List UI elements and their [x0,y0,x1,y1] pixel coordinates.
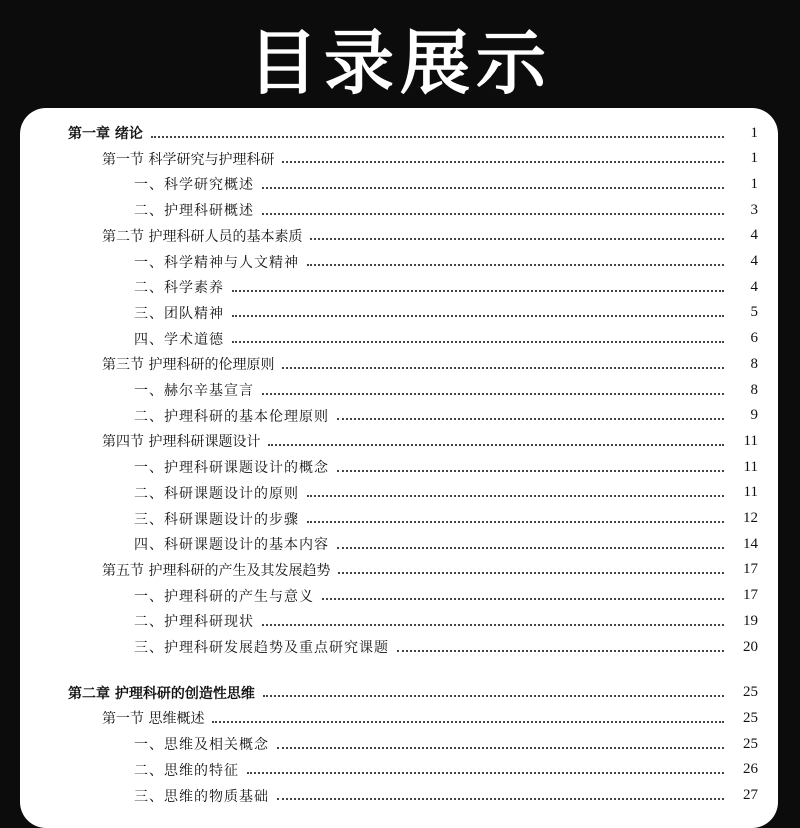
dot-leader [337,417,724,420]
toc-entry-label: 二、护理科研现状 [134,614,254,631]
dot-leader [268,443,724,446]
dot-leader [232,289,724,292]
toc-entry[interactable] [20,706,778,730]
toc-entry-label: 一、护理科研的产生与意义 [134,588,314,605]
dot-leader [247,771,724,774]
toc-entry-page-number: 26 [743,761,758,778]
toc-entry-label: 第二章 护理科研的创造性思维 [68,685,255,702]
toc-entry-page-number: 9 [750,407,758,424]
toc-entry[interactable] [20,147,778,171]
toc-entry-page-number: 4 [750,278,758,295]
toc-entry-page-number: 19 [743,612,758,629]
toc-entry[interactable] [20,681,778,705]
toc-entry-page-number: 25 [743,709,758,726]
toc-entry-page-number: 1 [750,150,758,167]
toc-entry[interactable] [20,378,778,402]
toc-entry-label: 二、护理科研的基本伦理原则 [134,408,329,425]
toc-entry[interactable] [20,327,778,351]
toc-entry-label: 一、思维及相关概念 [134,737,269,754]
toc-entry-label: 二、科学素养 [134,280,224,297]
dot-leader [338,571,724,574]
toc-entry[interactable] [20,404,778,428]
toc-entry[interactable] [20,224,778,248]
dot-leader [232,340,724,343]
toc-entry-page-number: 25 [743,684,758,701]
dot-leader [212,720,724,723]
dot-leader [310,237,724,240]
toc-entry-page-number: 12 [743,510,758,526]
toc-entry[interactable] [20,609,778,633]
toc-entry[interactable] [20,532,778,556]
toc-entry-label: 一、科学精神与人文精神 [134,254,299,271]
toc-entry-page-number: 1 [750,175,758,192]
toc-entry[interactable] [20,584,778,608]
toc-entry-label: 一、护理科研课题设计的概念 [134,460,329,477]
dot-leader [232,314,724,317]
dot-leader [307,520,724,523]
toc-entry[interactable] [20,121,778,145]
toc-entry-page-number: 14 [743,535,758,552]
dot-leader [282,160,724,163]
dot-leader [322,597,724,600]
toc-entry[interactable] [20,429,778,453]
toc-entry-label: 四、科研课题设计的基本内容 [134,537,329,554]
toc-entry[interactable] [20,198,778,222]
dot-leader [337,469,724,472]
toc-entry-label: 第三节 护理科研的伦理原则 [102,357,275,374]
toc-entry-label: 二、思维的特征 [134,762,239,779]
dot-leader [307,494,724,497]
toc-entry-page-number: 8 [750,355,758,372]
toc-entry[interactable] [20,455,778,479]
toc-entry-page-number: 11 [743,484,758,501]
dot-leader [282,366,724,369]
toc-entry-label: 第五节 护理科研的产生及其发展趋势 [102,562,331,579]
toc-entry-label: 四、学术道德 [134,331,224,348]
toc-entry-label: 第二节 护理科研人员的基本素质 [102,228,303,245]
toc-entry-label: 二、科研课题设计的原则 [134,485,299,502]
dot-leader [262,212,724,215]
toc-entry-page-number: 4 [750,227,758,244]
toc-entry[interactable] [20,301,778,325]
toc-entry-page-number: 11 [743,432,758,449]
toc-entry-label: 二、护理科研概述 [134,203,254,220]
toc-entry-page-number: 4 [750,253,758,269]
dot-leader [397,649,724,652]
dot-leader [262,392,724,395]
toc-page [20,108,778,828]
toc-entry[interactable] [20,732,778,756]
toc-entry[interactable] [20,507,778,531]
dot-leader [337,546,724,549]
toc-entry[interactable] [20,172,778,196]
toc-entry-label: 一、赫尔辛基宣言 [134,383,254,399]
toc-entry-page-number: 11 [743,458,758,475]
toc-entry-label: 三、科研课题设计的步骤 [134,511,299,528]
toc-entry-label: 第一节 科学研究与护理科研 [102,151,275,168]
toc-entry-page-number: 8 [750,381,758,398]
toc-entry-page-number: 6 [750,330,758,347]
toc-entry-label: 三、团队精神 [134,305,224,322]
toc-entry-label: 第四节 护理科研课题设计 [102,434,261,451]
toc-entry[interactable] [20,481,778,505]
toc-entry-page-number: 1 [750,124,758,141]
toc-entry[interactable] [20,635,778,659]
toc-entry-label: 三、护理科研发展趋势及重点研究课题 [134,640,389,656]
toc-entry-page-number: 25 [743,735,758,752]
toc-entry-label: 三、思维的物质基础 [134,788,269,805]
toc-entry-page-number: 17 [743,561,758,578]
toc-entry[interactable] [20,784,778,808]
dot-leader [262,186,724,189]
toc-entry-page-number: 27 [743,787,758,803]
toc-entry[interactable] [20,250,778,274]
toc-entry-page-number: 5 [750,304,758,321]
toc-entry-page-number: 3 [750,201,758,218]
toc-entry[interactable] [20,275,778,299]
dot-leader [262,623,724,626]
toc-entry[interactable] [20,758,778,782]
dot-leader [263,694,724,697]
toc-entry-page-number: 20 [743,638,758,655]
toc-entry[interactable] [20,558,778,582]
toc-entry-label: 一、科学研究概述 [134,177,254,194]
banner-title: 目录展示 [248,22,552,104]
toc-entry-label: 第一节 思维概述 [102,711,205,728]
dot-leader [151,135,724,138]
toc-entry-label: 第一章 绪论 [68,126,143,142]
toc-entry[interactable] [20,352,778,376]
toc-entry-page-number: 17 [743,587,758,604]
dot-leader [307,263,724,266]
dot-leader [277,746,724,749]
